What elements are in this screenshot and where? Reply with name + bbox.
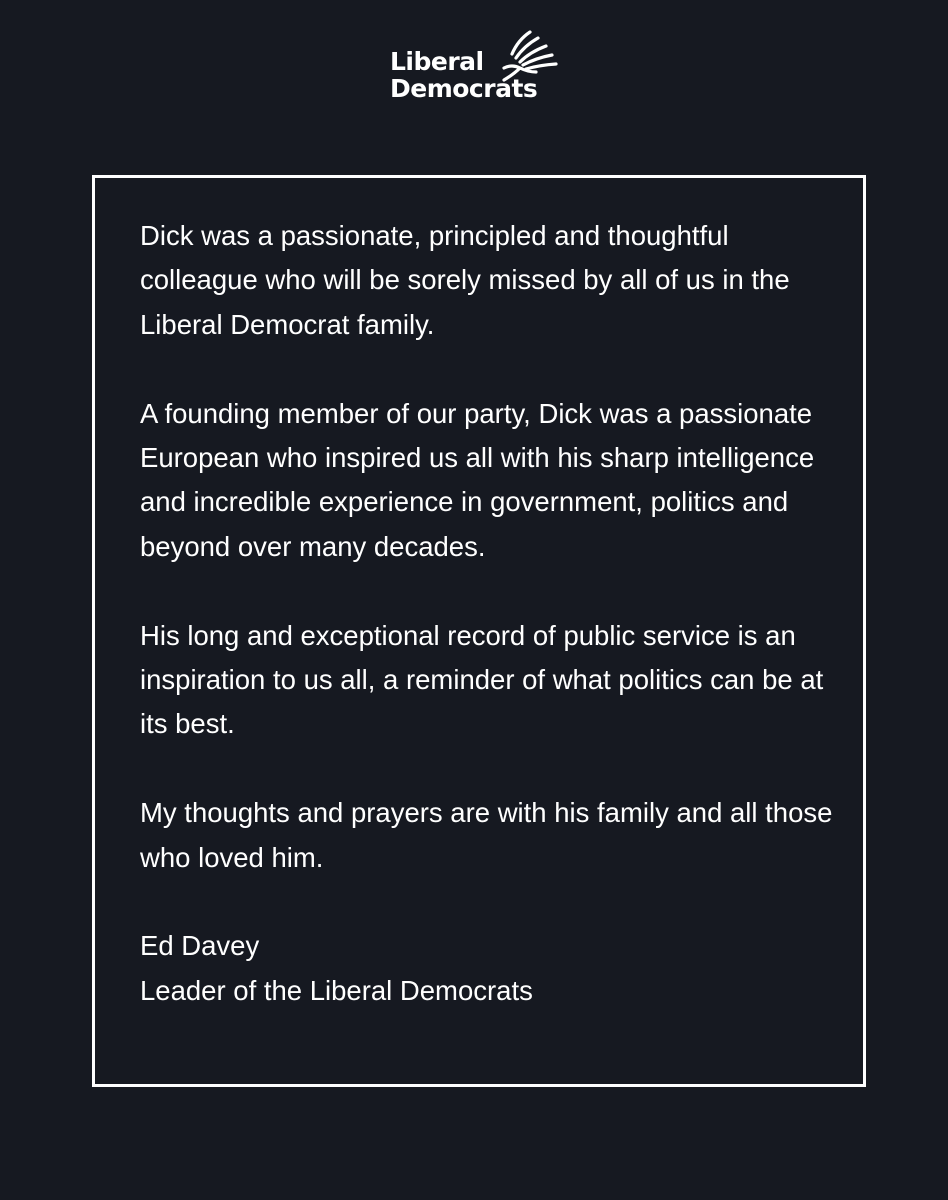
logo-line-2: Democrats (390, 74, 538, 103)
statement-paragraph-4: My thoughts and prayers are with his family and all those who loved him. (140, 797, 833, 873)
signature-title: Leader of the Liberal Democrats (140, 974, 533, 1006)
bird-of-liberty-icon (490, 28, 562, 84)
statement-body (140, 214, 840, 1013)
frame-gap-left (95, 1081, 110, 1084)
logo-line-1: Liberal (390, 47, 484, 76)
party-logo (390, 28, 570, 108)
statement-paragraph-3: His long and exceptional record of public service is an inspiration to us all, a reminder of what politics can be at its best. (140, 619, 824, 740)
statement-paragraph-2: A founding member of our party, Dick was a passionate European who inspired us all with his sharp intelligence and incredible experience in government, politics and beyond over many decades. (140, 397, 815, 562)
frame-gap-right (845, 1081, 860, 1084)
statement-paragraph-1: Dick was a passionate, principled and thoughtful colleague who will be sorely missed by all of us in the Liberal Democrat family. (140, 220, 790, 340)
signature-name: Ed Davey (140, 930, 260, 962)
signature-block (140, 924, 840, 1013)
